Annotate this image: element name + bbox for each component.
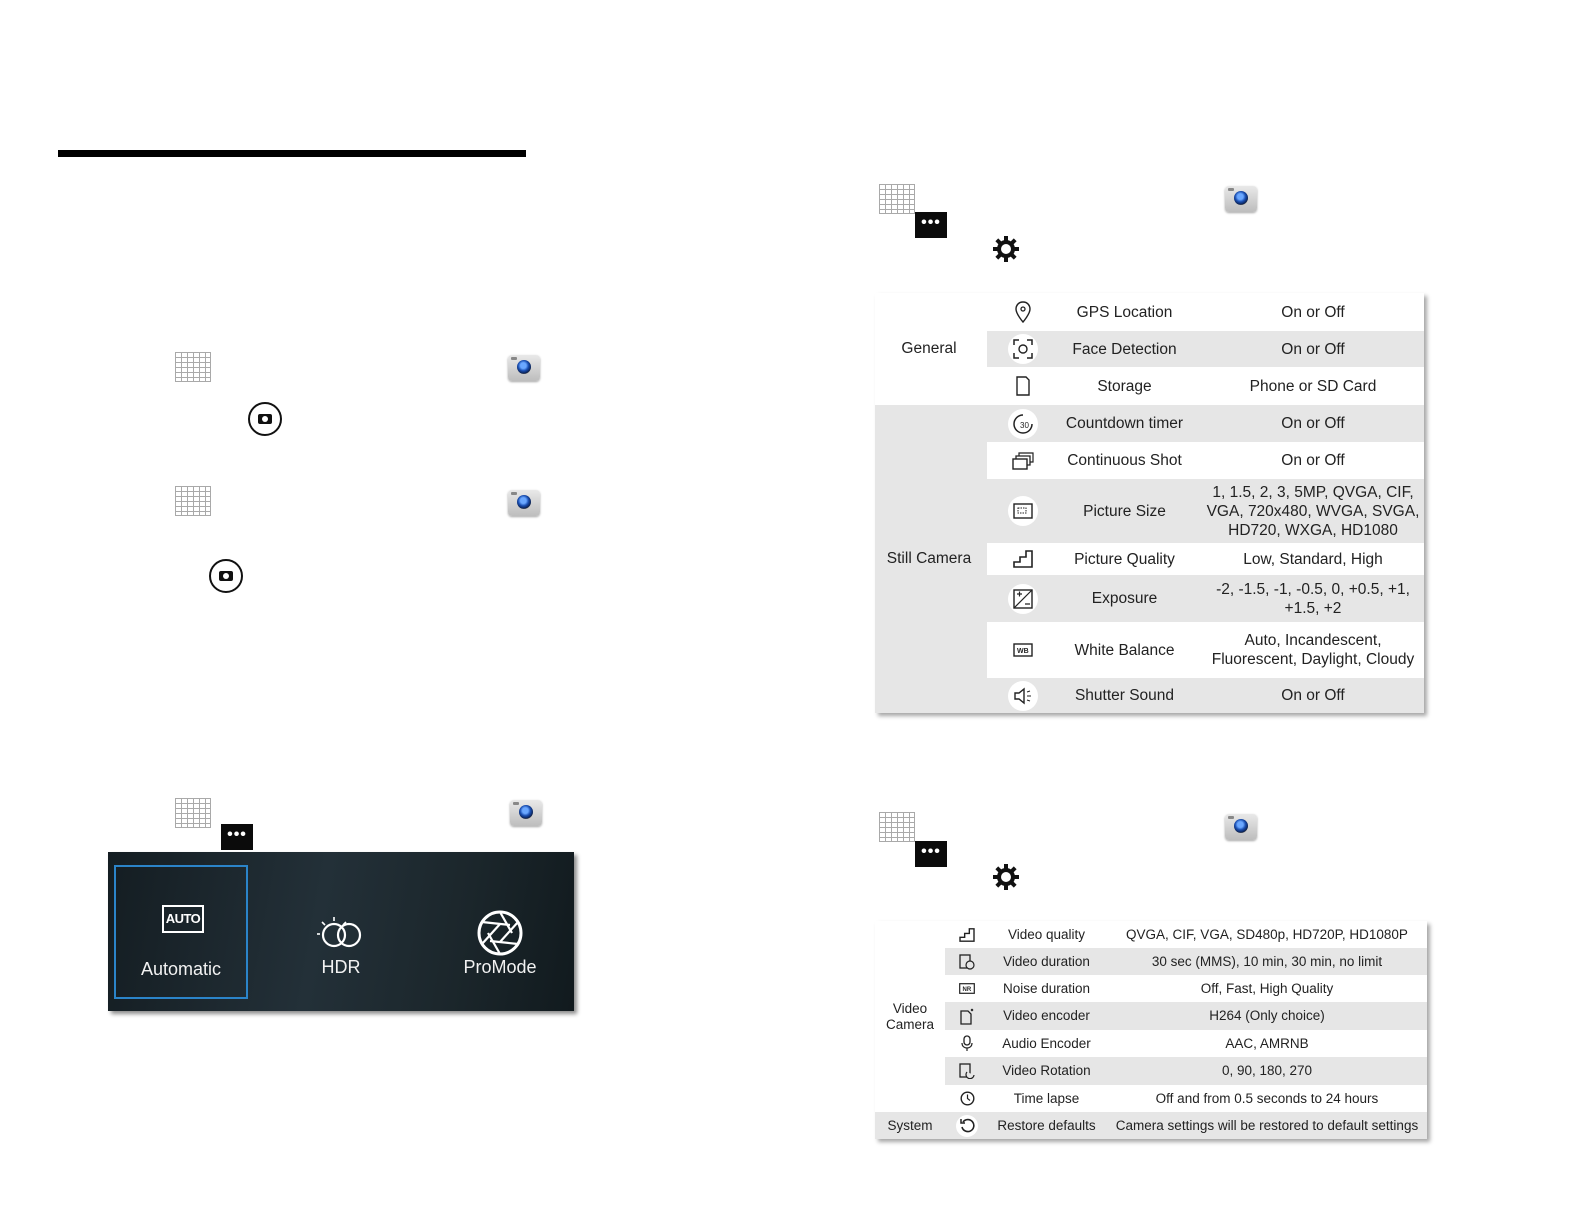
svg-text:NR: NR — [962, 987, 972, 993]
setting-name: Picture Size — [1083, 502, 1166, 520]
settings-gear-icon[interactable] — [991, 234, 1021, 264]
setting-name: Audio Encoder — [1002, 1035, 1091, 1051]
setting-name: Video duration — [1003, 953, 1090, 969]
setting-name: Video quality — [1007, 926, 1086, 942]
svg-text:30: 30 — [1020, 420, 1029, 430]
countdown-timer-icon — [1003, 405, 1043, 442]
setting-name: Restore defaults — [997, 1117, 1096, 1133]
camera-app-icon[interactable] — [508, 355, 540, 381]
picture-quality-icon — [1003, 543, 1043, 575]
audio-encoder-icon — [951, 1030, 983, 1057]
settings-row-time-lapse[interactable] — [945, 1085, 1427, 1112]
storage-card-icon — [1003, 367, 1043, 405]
settings-row-video-quality[interactable] — [945, 921, 1427, 948]
setting-value: 0, 90, 180, 270 — [1221, 1063, 1313, 1078]
mode-label: ProMode — [463, 957, 537, 977]
restore-defaults-icon — [951, 1112, 983, 1139]
face-detection-icon — [1003, 331, 1043, 367]
settings-row-gps-location[interactable] — [987, 293, 1424, 331]
camera-mode-panel — [108, 852, 574, 1011]
more-options-icon[interactable]: ••• — [915, 212, 947, 238]
setting-value: On or Off — [1281, 687, 1345, 704]
settings-row-shutter-sound[interactable] — [987, 678, 1424, 713]
video-quality-icon — [951, 921, 983, 948]
setting-name: Video encoder — [1003, 1008, 1090, 1023]
mode-label: HDR — [321, 957, 361, 977]
settings-row-video-duration[interactable] — [945, 948, 1427, 975]
category-label: Video Camera — [885, 1000, 934, 1032]
category-system: System — [887, 1118, 933, 1133]
video-duration-icon — [951, 948, 983, 975]
noise-duration-icon — [951, 975, 983, 1002]
camera-shutter-icon[interactable] — [209, 559, 243, 593]
settings-row-picture-quality[interactable] — [987, 543, 1424, 575]
apps-grid-icon[interactable] — [879, 184, 915, 214]
setting-value: Low, Standard, High — [1243, 550, 1383, 568]
svg-text:WB: WB — [1017, 648, 1029, 655]
settings-row-restore-defaults[interactable] — [875, 1112, 1427, 1139]
section-heading-rule — [58, 150, 526, 157]
setting-value: On or Off — [1281, 303, 1345, 321]
setting-value: Phone or SD Card — [1249, 377, 1377, 395]
camera-app-icon[interactable] — [510, 800, 542, 826]
settings-gear-icon[interactable] — [991, 862, 1021, 892]
more-options-icon[interactable]: ••• — [221, 824, 253, 850]
setting-name: Continuous Shot — [1067, 452, 1182, 469]
setting-name: Picture Quality — [1074, 550, 1175, 568]
settings-row-countdown-timer[interactable] — [987, 405, 1424, 442]
shutter-sound-icon — [1003, 678, 1043, 713]
setting-value: H264 (Only choice) — [1209, 1008, 1325, 1023]
setting-value: Off, Fast, High Quality — [1200, 980, 1334, 996]
camera-app-icon[interactable] — [1225, 814, 1257, 840]
setting-value: Camera settings will be restored to default settings — [1115, 1117, 1419, 1133]
setting-name: Countdown timer — [1065, 415, 1184, 432]
camera-app-icon[interactable] — [508, 490, 540, 516]
apps-grid-icon[interactable] — [879, 812, 915, 842]
settings-row-continuous-shot[interactable] — [987, 442, 1424, 479]
settings-row-storage[interactable] — [987, 367, 1424, 405]
white-balance-icon — [1003, 622, 1043, 678]
mode-promode[interactable] — [433, 865, 567, 999]
setting-value: QVGA, CIF, VGA, SD480p, HD720P, HD1080P — [1126, 926, 1408, 942]
setting-value: 30 sec (MMS), 10 min, 30 min, no limit — [1151, 953, 1383, 969]
camera-app-icon[interactable] — [1225, 186, 1257, 212]
setting-name: Video Rotation — [1002, 1063, 1091, 1078]
category-general: General — [901, 340, 957, 357]
setting-value: Auto, Incandescent, Fluorescent, Daylight, Cloudy — [1211, 632, 1415, 668]
setting-name: Storage — [1097, 377, 1152, 395]
mode-automatic[interactable] — [114, 865, 248, 999]
more-options-icon[interactable]: ••• — [915, 841, 947, 867]
mode-hdr[interactable] — [274, 865, 408, 999]
setting-name: GPS Location — [1076, 303, 1173, 321]
setting-value: -2, -1.5, -1, -0.5, 0, +0.5, +1, +1.5, +2 — [1216, 580, 1410, 617]
setting-name: Exposure — [1091, 590, 1158, 607]
setting-value: On or Off — [1281, 340, 1345, 358]
settings-row-noise-duration[interactable] — [945, 975, 1427, 1002]
setting-name: White Balance — [1074, 641, 1175, 659]
setting-name: Face Detection — [1072, 340, 1177, 358]
setting-name: Time lapse — [1013, 1090, 1080, 1106]
video-camera-settings-table — [875, 921, 1427, 1139]
setting-value: On or Off — [1281, 452, 1345, 469]
hdr-icon — [316, 915, 366, 949]
settings-row-video-encoder[interactable] — [945, 1002, 1427, 1030]
aperture-icon — [476, 909, 524, 957]
video-encoder-icon — [951, 1002, 983, 1030]
exposure-icon — [1003, 575, 1043, 622]
apps-grid-icon[interactable] — [175, 798, 211, 828]
mode-label: Automatic — [140, 959, 222, 979]
setting-name: Shutter Sound — [1074, 687, 1175, 704]
setting-value: AAC, AMRNB — [1225, 1035, 1309, 1051]
settings-row-picture-size[interactable] — [987, 479, 1424, 543]
setting-value: On or Off — [1281, 415, 1345, 432]
auto-icon: AUTO — [162, 905, 204, 933]
setting-value: Off and from 0.5 seconds to 24 hours — [1155, 1090, 1379, 1106]
settings-row-video-rotation[interactable] — [945, 1057, 1427, 1085]
apps-grid-icon[interactable] — [175, 352, 211, 382]
category-video-camera — [875, 921, 945, 1112]
time-lapse-icon — [951, 1085, 983, 1112]
settings-row-face-detection[interactable] — [987, 331, 1424, 367]
setting-value: 1, 1.5, 2, 3, 5MP, QVGA, CIF, VGA, 720x480, WVGA, SVGA, HD720, WXGA, HD1080 — [1206, 483, 1420, 539]
continuous-shot-icon — [1003, 442, 1043, 479]
location-pin-icon — [1003, 293, 1043, 331]
picture-size-icon — [1003, 479, 1043, 543]
settings-row-exposure[interactable] — [987, 575, 1424, 622]
setting-name: Noise duration — [1002, 980, 1091, 996]
category-still-camera: Still Camera — [886, 550, 972, 567]
still-camera-settings-table — [875, 293, 1424, 713]
settings-row-white-balance[interactable] — [987, 622, 1424, 678]
camera-shutter-icon[interactable] — [248, 402, 282, 436]
apps-grid-icon[interactable] — [175, 486, 211, 516]
settings-row-audio-encoder[interactable] — [945, 1030, 1427, 1057]
video-rotation-icon — [951, 1057, 983, 1085]
